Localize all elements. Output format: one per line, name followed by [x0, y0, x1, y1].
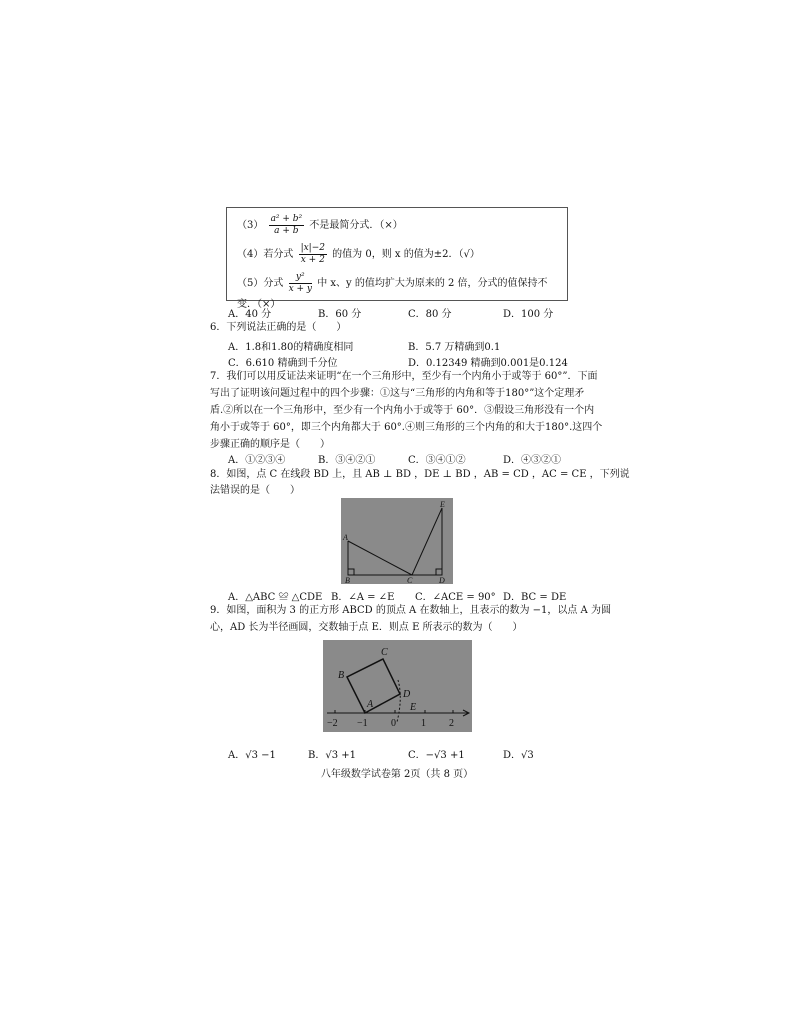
q7-line-5: 步骤正确的顺序是（ ）	[210, 439, 330, 450]
q7-option-a: A．①②③④	[228, 455, 286, 466]
tick-label: 2	[449, 718, 454, 729]
label-e: E	[440, 500, 445, 509]
q6-option-c: C．6.610 精确到千分位	[228, 358, 338, 369]
square-abcd	[347, 659, 400, 713]
q7-line-4: 角小于或等于 60°，即三个内角都大于 60°.④则三角形的三个内角的和大于180°.这四个	[210, 422, 603, 433]
fraction: $\frac{|x|-2}{x + 2}$	[300, 243, 325, 265]
q8-option-a: A．△ABC ≌ △CDE	[228, 592, 323, 603]
label-c: C	[381, 647, 388, 658]
q9-option-b: B．√3 +1	[308, 750, 357, 761]
label-a: A	[367, 699, 374, 710]
q6-option-d: D．0.12349 精确到0.001是0.124	[408, 358, 568, 369]
q8-figure	[341, 498, 453, 584]
q8-line-1: 8．如图，点 C 在线段 BD 上，且 AB ⊥ BD ，DE ⊥ BD ，AB = CD ，AC = CE ，下列说	[210, 469, 630, 480]
q5-option-b: B．60 分	[318, 309, 362, 320]
q8-option-d: D．BC = DE	[503, 592, 567, 603]
page-footer: 八年级数学试卷第 2页（共 8 页）	[320, 769, 474, 780]
q9-line-1: 9．如图，面积为 3 的正方形 ABCD 的顶点 A 在数轴上，且表示的数为 −1，以点 A 为圆	[210, 605, 611, 616]
label-e: E	[410, 702, 417, 713]
statements-box	[226, 207, 568, 310]
q6-option-a: A．1.8和1.80的精确度相同	[228, 342, 354, 353]
label-d: D	[403, 689, 411, 700]
statement-5: （5）分式 $\frac{\text{y²}}{x + y}$ 中 x、y 的值均扩大为原来的 2 倍，分式的值保持不变．（×）	[237, 272, 548, 310]
q8-option-b: B．∠A = ∠E	[331, 592, 395, 603]
q7-option-d: D．④③②①	[503, 455, 562, 466]
label-b: B	[338, 670, 345, 681]
q5-option-d: D．100 分	[503, 309, 554, 320]
q7-option-b: B．③④②①	[318, 455, 376, 466]
segment-ac	[348, 541, 412, 575]
tick-label: −1	[357, 718, 368, 729]
fraction: $\frac{\text{a² + b²}}{a + b}$	[270, 214, 303, 236]
q7-line-2: 写出了证明该问题过程中的四个步骤：①这与“三角形的内角和等于180°”这个定理矛	[210, 388, 585, 399]
label-c: C	[407, 576, 413, 584]
right-angle-mark-b	[348, 569, 354, 575]
tick-label: 0	[391, 718, 396, 729]
label-b: B	[345, 576, 350, 584]
q7-option-c: C．③④①②	[408, 455, 466, 466]
segment-ce	[412, 508, 442, 575]
q6-option-b: B．5.7 万精确到0.1	[408, 342, 501, 353]
q7-line-1: 7．我们可以用反证法来证明“在一个三角形中，至少有一个内角小于或等于 60°”．下面	[210, 371, 598, 382]
label-d: D	[439, 576, 445, 584]
fraction: $\frac{\text{y²}}{x + y}$	[288, 272, 312, 294]
label-a: A	[343, 533, 348, 542]
q5-option-a: A．40 分	[228, 309, 272, 320]
q8-option-c: C．∠ACE = 90°	[415, 592, 496, 603]
q9-option-a: A．√3 −1	[228, 750, 276, 761]
q9-line-2: 心，AD 长为半径画圆，交数轴于点 E．则点 E 所表示的数为（ ）	[210, 622, 523, 633]
q9-option-c: C．−√3 +1	[408, 750, 465, 761]
q5-option-c: C．80 分	[408, 309, 452, 320]
arc	[397, 680, 400, 722]
q7-line-3: 盾.②所以在一个三角形中，至少有一个内角小于或等于 60°．③假设三角形没有一个内	[210, 405, 595, 416]
statement-4: （4）若分式 $\frac{|x|-2}{x + 2}$ 的值为 0，则 x 的值为±2．（√）	[237, 243, 480, 265]
statement-3: （3） $\frac{\text{a² + b²}}{a + b}$ 不是最简分式．（×）	[237, 214, 403, 236]
tick-label: −2	[327, 718, 338, 729]
tick-label: 1	[421, 718, 426, 729]
q6-stem: 6．下列说法正确的是（ ）	[210, 322, 347, 333]
q8-line-2: 法错误的是（ ）	[210, 485, 300, 496]
q9-option-d: D．√3	[503, 750, 534, 761]
right-angle-mark-d	[436, 569, 442, 575]
q9-figure	[323, 640, 472, 732]
